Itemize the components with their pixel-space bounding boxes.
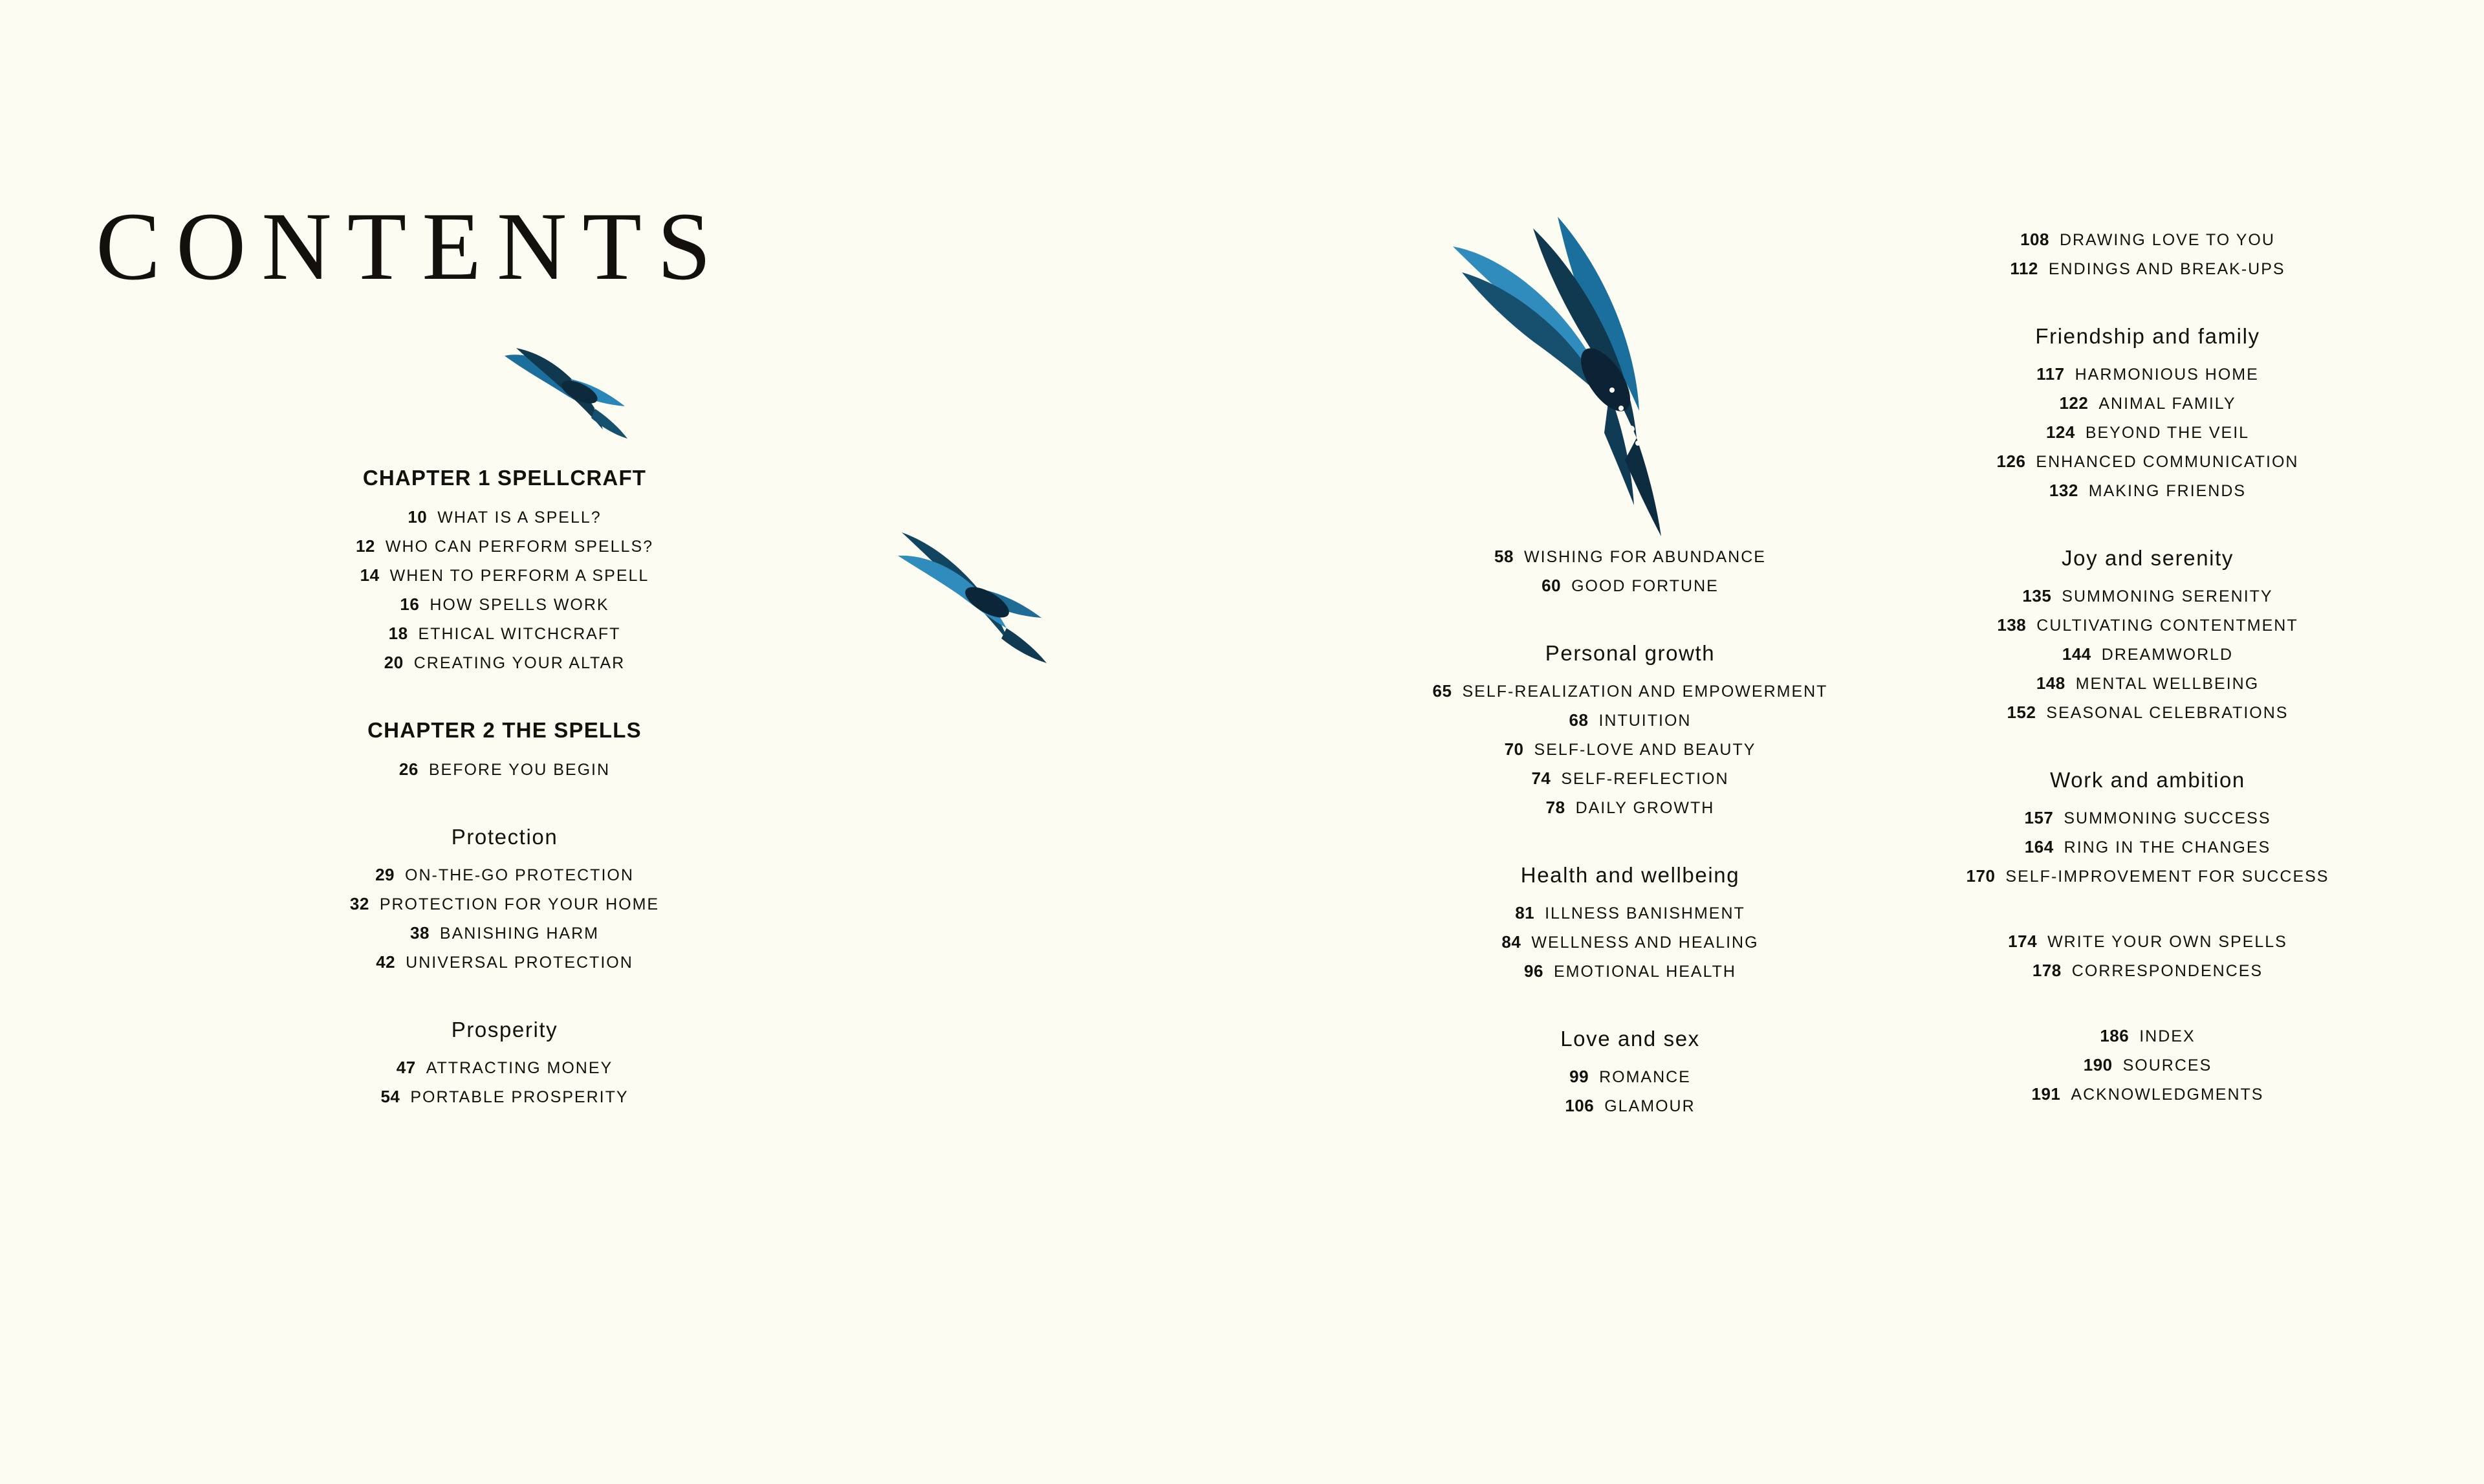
toc-entry-page: 144 (2062, 644, 2091, 664)
toc-entry-page: 18 (388, 624, 408, 643)
toc-entry-label: GOOD FORTUNE (1571, 577, 1719, 595)
toc-entry-page: 124 (2045, 422, 2075, 442)
toc-entry[interactable] (1902, 837, 2393, 857)
section-spacer (1902, 895, 2393, 932)
toc-entry-page: 42 (376, 952, 396, 972)
toc-entry-label: WHAT IS A SPELL? (437, 508, 602, 527)
toc-entry[interactable] (278, 865, 731, 885)
toc-entry-label: CORRESPONDENCES (2071, 962, 2263, 980)
toc-entry-page: 74 (1531, 769, 1551, 788)
section-spacer (1384, 605, 1876, 641)
toc-entry-page: 178 (2032, 961, 2062, 980)
toc-entry-page: 60 (1542, 576, 1562, 595)
toc-entry-label: SEASONAL CELEBRATIONS (2046, 704, 2289, 722)
toc-entry[interactable] (278, 1087, 731, 1107)
toc-entry-label: ACKNOWLEDGMENTS (2071, 1086, 2264, 1104)
section-heading: CHAPTER 1 SPELLCRAFT (362, 466, 647, 490)
toc-entry[interactable] (1902, 615, 2393, 635)
toc-entry[interactable] (1902, 452, 2393, 472)
toc-entry-page: 132 (2049, 481, 2078, 500)
toc-entry-label: ATTRACTING MONEY (426, 1059, 613, 1077)
toc-entry[interactable] (278, 894, 731, 914)
toc-entry[interactable] (278, 653, 731, 673)
toc-entry-page: 148 (2036, 673, 2065, 693)
toc-entry[interactable] (1384, 903, 1876, 923)
toc-entry-page: 29 (375, 865, 395, 884)
toc-entry-page: 81 (1515, 903, 1535, 922)
toc-entry-page: 58 (1494, 547, 1514, 566)
toc-entry[interactable] (1902, 230, 2393, 250)
toc-entry[interactable] (278, 565, 731, 585)
section-heading: Joy and serenity (2062, 546, 2234, 570)
toc-entry-label: ON-THE-GO PROTECTION (405, 866, 634, 884)
toc-entry-label: SUMMONING SUCCESS (2064, 809, 2271, 827)
toc-entry-label: CREATING YOUR ALTAR (413, 654, 626, 672)
swallow-bird-large-icon (1443, 210, 1714, 540)
toc-entry-page: 12 (355, 536, 375, 556)
toc-section (1902, 1026, 2393, 1104)
toc-section (1902, 932, 2393, 981)
toc-entry[interactable] (278, 595, 731, 615)
toc-entry[interactable] (1902, 1026, 2393, 1046)
toc-entry-label: UNIVERSAL PROTECTION (406, 954, 633, 972)
toc-entry-label: SUMMONING SERENITY (2062, 587, 2273, 606)
toc-entry-page: 112 (2010, 259, 2038, 278)
toc-entry[interactable] (1384, 798, 1876, 818)
toc-entry-page: 10 (408, 507, 428, 527)
toc-entry-page: 84 (1501, 932, 1521, 952)
section-spacer (1902, 990, 2393, 1026)
toc-section (1384, 547, 1876, 596)
toc-entry-page: 26 (398, 759, 419, 779)
section-spacer (1384, 827, 1876, 863)
section-heading: Love and sex (1560, 1027, 1700, 1051)
toc-section (1902, 546, 2393, 723)
toc-entry-page: 164 (2024, 837, 2054, 857)
toc-entry-page: 20 (384, 653, 404, 672)
toc-entry-label: SELF-LOVE AND BEAUTY (1534, 741, 1756, 759)
toc-entry-label: GLAMOUR (1604, 1097, 1695, 1115)
toc-entry[interactable] (1384, 547, 1876, 567)
toc-entry-label: PORTABLE PROSPERITY (410, 1088, 629, 1106)
toc-column-1 (278, 466, 731, 1116)
toc-entry[interactable] (1384, 710, 1876, 730)
toc-entry-label: ANIMAL FAMILY (2098, 395, 2236, 413)
toc-entry[interactable] (278, 536, 731, 556)
toc-entry-label: INTUITION (1598, 712, 1692, 730)
toc-column-2 (1384, 547, 1876, 1125)
toc-entry[interactable] (278, 923, 731, 943)
section-heading: Friendship and family (2035, 324, 2260, 348)
toc-entry-page: 106 (1565, 1096, 1595, 1115)
toc-entry[interactable] (1902, 644, 2393, 664)
toc-entry[interactable] (1902, 1084, 2393, 1104)
toc-entry-label: ENHANCED COMMUNICATION (2036, 453, 2299, 471)
toc-entry-label: PROTECTION FOR YOUR HOME (379, 895, 660, 913)
toc-entry-label: RING IN THE CHANGES (2064, 838, 2271, 857)
toc-section (1384, 863, 1876, 981)
toc-section (1902, 324, 2393, 501)
toc-entry-label: INDEX (2139, 1027, 2195, 1045)
toc-entry-label: WRITE YOUR OWN SPELLS (2047, 933, 2287, 951)
toc-entry-label: MENTAL WELLBEING (2075, 675, 2260, 693)
toc-entry-label: SOURCES (2122, 1056, 2212, 1075)
section-heading: Health and wellbeing (1520, 863, 1740, 887)
toc-entry-page: 186 (2100, 1026, 2130, 1045)
toc-column-3 (1902, 230, 2393, 1113)
toc-entry-label: ILLNESS BANISHMENT (1545, 904, 1745, 922)
toc-entry-page: 122 (2059, 393, 2089, 413)
toc-entry[interactable] (1902, 961, 2393, 981)
toc-entry-label: HOW SPELLS WORK (430, 596, 609, 614)
toc-entry-page: 32 (349, 894, 369, 913)
toc-entry[interactable] (1902, 481, 2393, 501)
toc-entry-page: 117 (2036, 364, 2065, 384)
section-heading: Personal growth (1545, 641, 1716, 665)
page-title: CONTENTS (96, 192, 727, 300)
toc-entry-page: 16 (400, 595, 420, 614)
toc-section (278, 718, 731, 780)
toc-entry-label: DRAWING LOVE TO YOU (2059, 231, 2275, 249)
toc-entry[interactable] (1384, 932, 1876, 952)
toc-entry-label: WHEN TO PERFORM A SPELL (389, 567, 649, 585)
toc-entry-page: 191 (2031, 1084, 2061, 1104)
swallow-bird-small-icon (498, 336, 634, 453)
toc-section (278, 1018, 731, 1107)
toc-entry-page: 54 (380, 1087, 400, 1106)
toc-entry[interactable] (1902, 673, 2393, 693)
toc-entry-label: BEFORE YOU BEGIN (428, 761, 611, 779)
toc-entry-page: 126 (1996, 452, 2026, 471)
toc-entry-page: 135 (2022, 586, 2052, 606)
toc-entry[interactable] (278, 952, 731, 972)
section-heading: Protection (451, 825, 558, 849)
toc-section (1902, 768, 2393, 886)
toc-entry-page: 65 (1432, 681, 1452, 701)
toc-entry[interactable] (1384, 961, 1876, 981)
section-spacer (1384, 990, 1876, 1027)
toc-entry[interactable] (1902, 586, 2393, 606)
toc-entry[interactable] (1902, 932, 2393, 952)
section-heading: Work and ambition (2050, 768, 2245, 792)
toc-entry-label: DAILY GROWTH (1575, 799, 1715, 817)
toc-entry-page: 99 (1569, 1067, 1589, 1086)
toc-section (278, 825, 731, 972)
toc-entry[interactable] (1902, 808, 2393, 828)
toc-entry[interactable] (1902, 393, 2393, 413)
toc-entry[interactable] (1384, 1067, 1876, 1087)
toc-entry[interactable] (278, 624, 731, 644)
toc-entry[interactable] (1902, 866, 2393, 886)
toc-entry-page: 157 (2024, 808, 2054, 827)
toc-entry-label: SELF-IMPROVEMENT FOR SUCCESS (2005, 867, 2329, 886)
toc-entry-page: 170 (1966, 866, 1996, 886)
toc-entry-label: ROMANCE (1599, 1068, 1691, 1086)
toc-entry-page: 70 (1504, 739, 1524, 759)
toc-entry[interactable] (1384, 739, 1876, 759)
toc-entry[interactable] (1384, 681, 1876, 701)
toc-entry-page: 174 (2008, 932, 2038, 951)
toc-entry-label: BEYOND THE VEIL (2085, 424, 2250, 442)
toc-entry-label: DREAMWORLD (2101, 646, 2234, 664)
toc-entry-page: 47 (396, 1058, 416, 1077)
toc-section (1902, 230, 2393, 279)
toc-entry-page: 14 (360, 565, 380, 585)
toc-section (1384, 641, 1876, 818)
toc-section (278, 466, 731, 673)
toc-entry-label: BANISHING HARM (439, 924, 599, 943)
toc-entry-page: 38 (409, 923, 430, 943)
toc-entry-label: HARMONIOUS HOME (2075, 366, 2259, 384)
toc-entry-label: ETHICAL WITCHCRAFT (418, 625, 621, 643)
section-spacer (278, 789, 731, 825)
toc-entry-label: CULTIVATING CONTENTMENT (2036, 617, 2298, 635)
toc-entry[interactable] (1902, 259, 2393, 279)
toc-entry-page: 68 (1569, 710, 1589, 730)
toc-section (1384, 1027, 1876, 1116)
section-spacer (1902, 510, 2393, 546)
section-spacer (1902, 288, 2393, 324)
swallow-bird-medium-icon (893, 521, 1061, 670)
toc-entry-page: 108 (2020, 230, 2049, 249)
toc-entry-label: MAKING FRIENDS (2088, 482, 2247, 500)
toc-entry-page: 190 (2083, 1055, 2113, 1075)
toc-entry[interactable] (1384, 576, 1876, 596)
toc-entry[interactable] (1902, 703, 2393, 723)
toc-entry-label: SELF-REALIZATION AND EMPOWERMENT (1462, 682, 1828, 701)
section-spacer (278, 682, 731, 718)
toc-entry[interactable] (278, 507, 731, 527)
section-spacer (278, 981, 731, 1018)
toc-entry-label: ENDINGS AND BREAK-UPS (2048, 260, 2285, 278)
toc-entry-page: 138 (1997, 615, 2027, 635)
toc-entry-page: 78 (1545, 798, 1565, 817)
toc-entry-label: WHO CAN PERFORM SPELLS? (385, 538, 654, 556)
toc-entry[interactable] (278, 1058, 731, 1078)
toc-entry[interactable] (1902, 364, 2393, 384)
toc-entry-page: 96 (1524, 961, 1543, 981)
toc-entry[interactable] (1902, 422, 2393, 442)
section-heading: CHAPTER 2 THE SPELLS (367, 718, 642, 742)
toc-entry[interactable] (1902, 1055, 2393, 1075)
toc-entry[interactable] (278, 759, 731, 780)
toc-entry[interactable] (1384, 1096, 1876, 1116)
toc-entry-label: WELLNESS AND HEALING (1531, 933, 1759, 952)
toc-entry-page: 152 (2007, 703, 2036, 722)
toc-entry[interactable] (1384, 769, 1876, 789)
toc-entry-label: EMOTIONAL HEALTH (1553, 963, 1736, 981)
section-spacer (1902, 732, 2393, 768)
toc-entry-label: WISHING FOR ABUNDANCE (1523, 548, 1766, 566)
toc-entry-label: SELF-REFLECTION (1561, 770, 1729, 788)
section-heading: Prosperity (451, 1018, 558, 1042)
